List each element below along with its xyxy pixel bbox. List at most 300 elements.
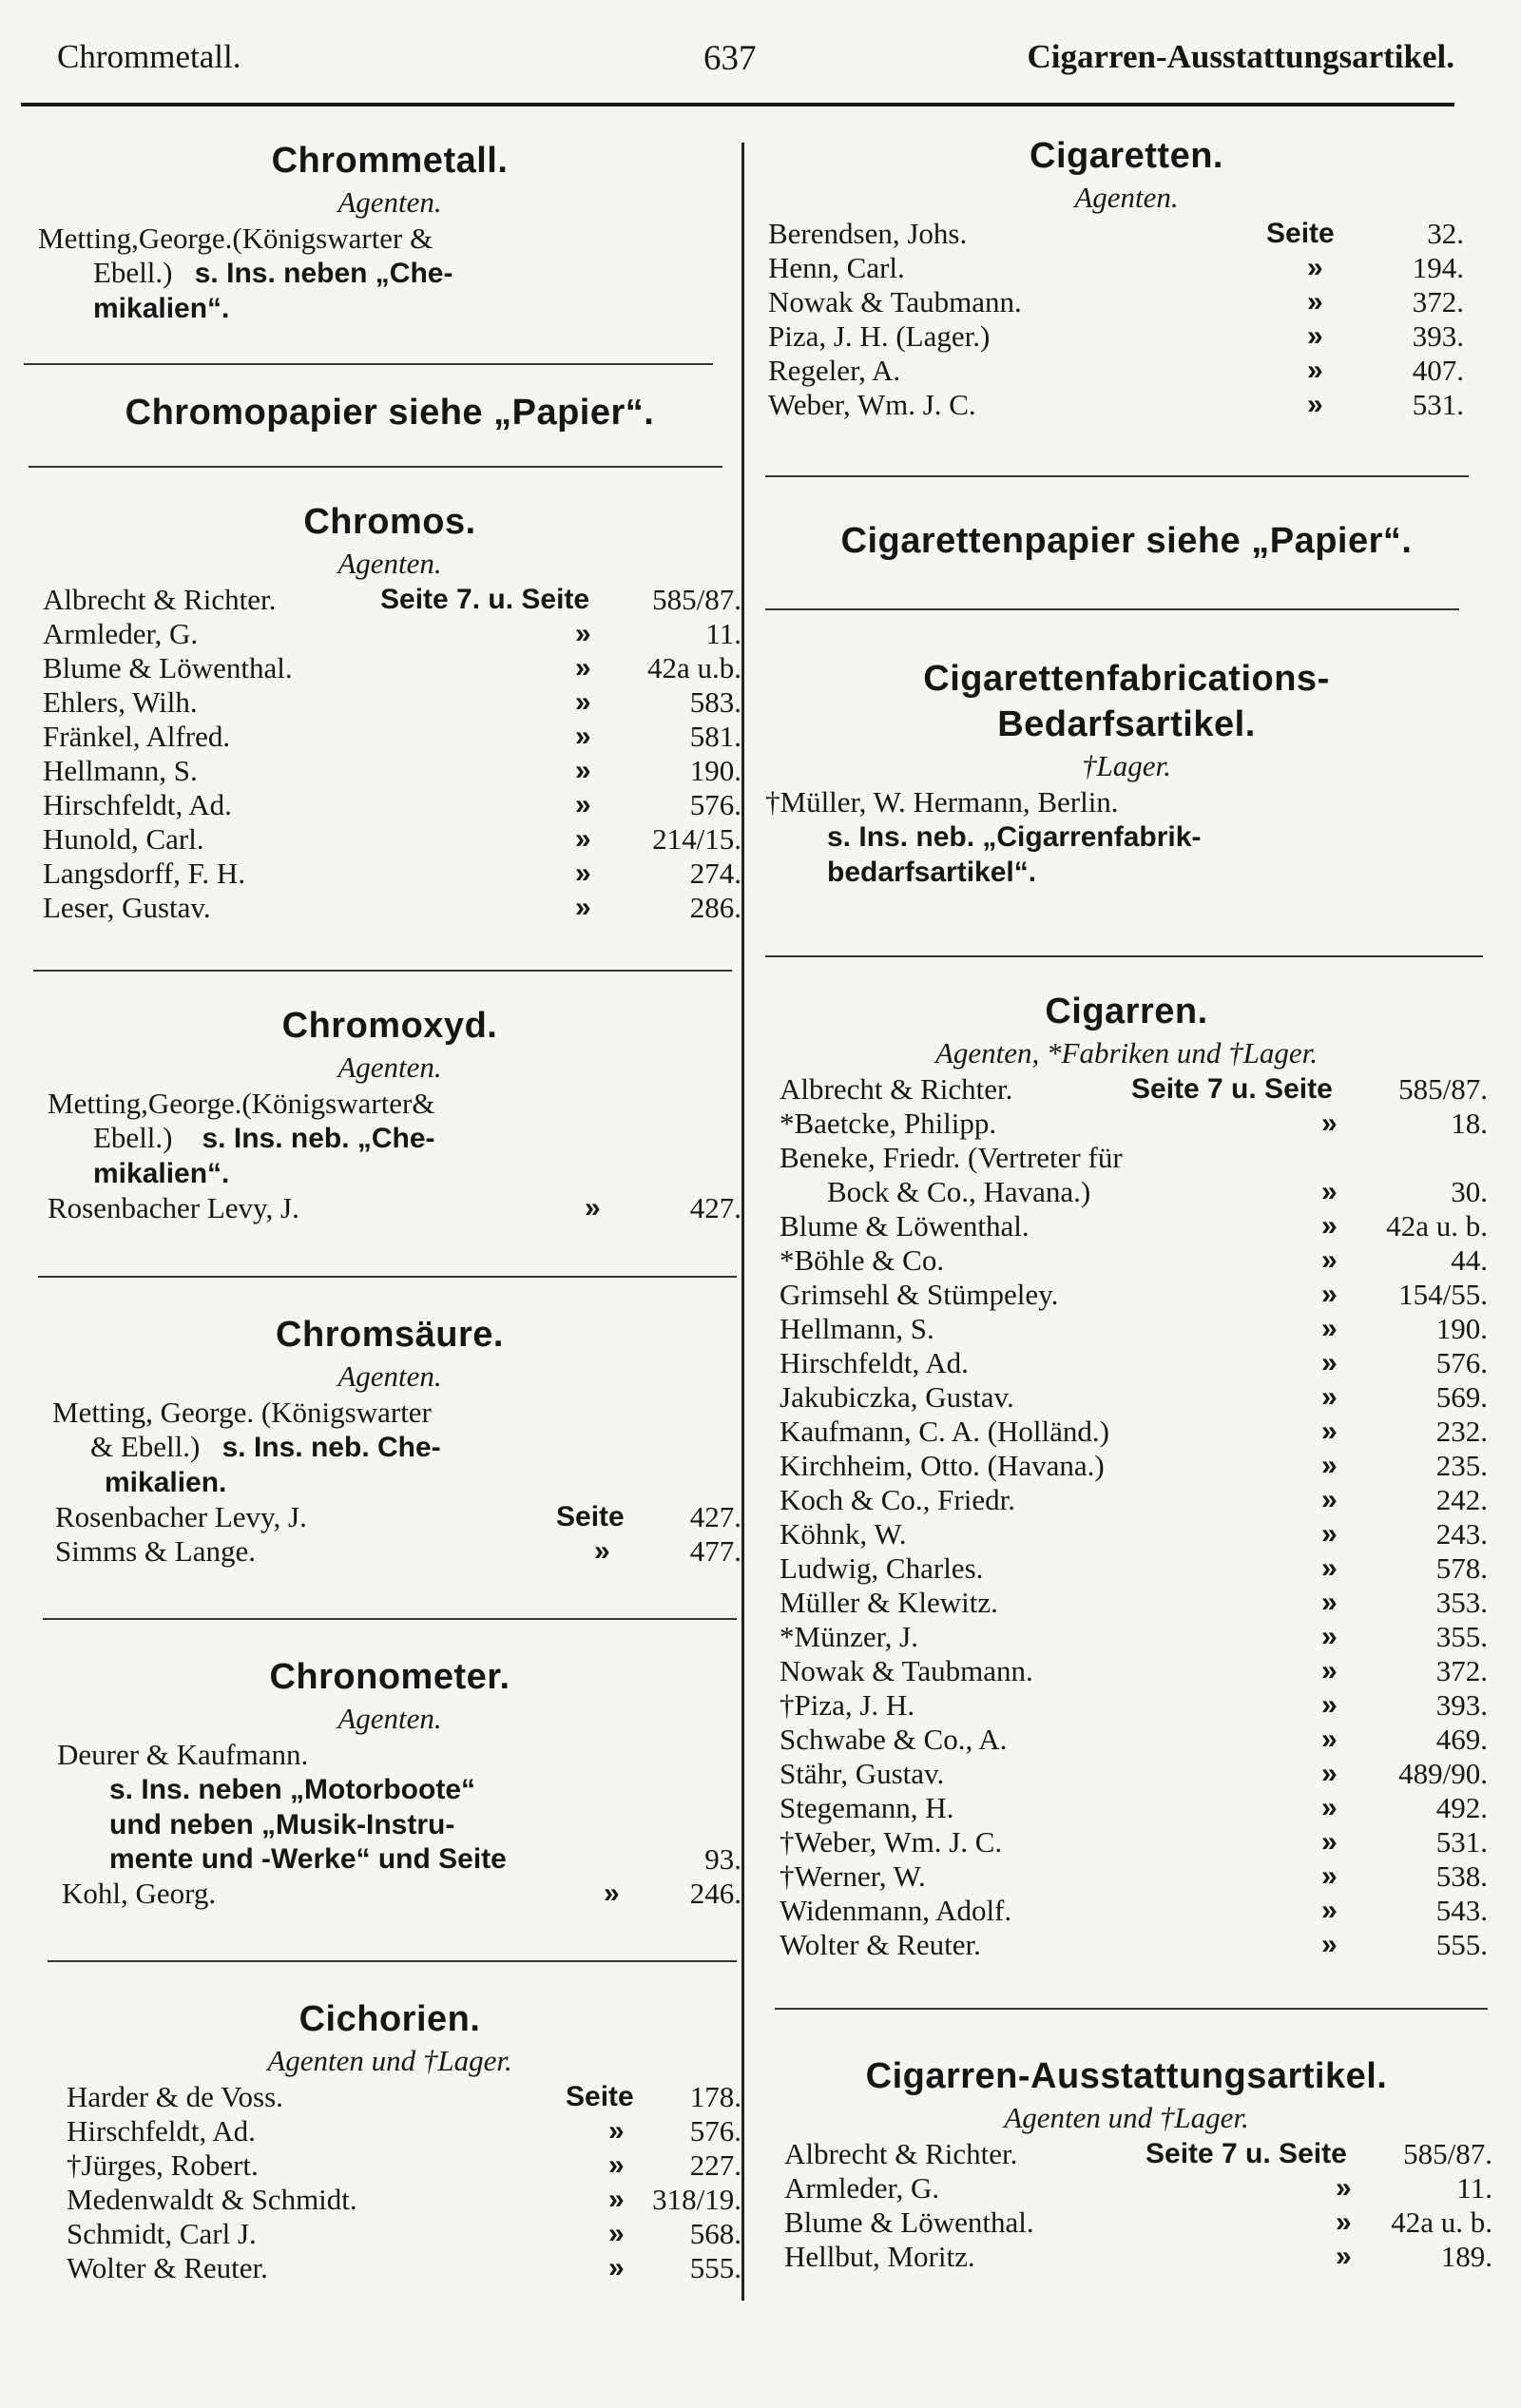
page-ref: 11. <box>705 617 741 650</box>
list-item <box>765 1483 1488 1517</box>
page-ref: 585/87. <box>1398 1072 1488 1106</box>
page-ref: 393. <box>1435 1688 1488 1722</box>
page-ref: 407. <box>1412 354 1464 387</box>
entry-line: †Müller, W. Hermann, Berlin. <box>765 785 1119 819</box>
section-chromsaeure <box>38 1312 741 1569</box>
page-ref-ditto: » <box>1336 2241 1352 2272</box>
entry-text: Ebell.) <box>93 1121 173 1154</box>
page-ref-ditto: » <box>1321 1552 1338 1584</box>
list-item <box>38 1877 741 1911</box>
entry-name: Rosenbacher Levy, J. <box>48 1191 299 1224</box>
page-ref-ditto: » <box>1321 1518 1338 1550</box>
entry-name: *Böhle & Co. <box>780 1243 945 1277</box>
insert-reference: mente und -Werke“ und Seite <box>109 1843 507 1875</box>
entry-name: Harder & de Voss. <box>67 2080 283 2113</box>
page-ref-label: Seite <box>556 1501 625 1532</box>
entry-name: Nowak & Taubmann. <box>780 1654 1033 1687</box>
section-cichorien <box>38 1996 741 2285</box>
page-ref-label: Seite 7 u. Seite <box>1131 1073 1333 1105</box>
page-ref: 93. <box>704 1842 741 1876</box>
page-ref: 489/90. <box>1398 1757 1488 1790</box>
page-ref: 569. <box>1435 1380 1488 1414</box>
page-ref: 372. <box>1412 285 1464 318</box>
list-item <box>765 217 1488 251</box>
list-item <box>38 2080 741 2114</box>
entry-name: Blume & Löwenthal. <box>43 651 293 684</box>
entry-name: Rosenbacher Levy, J. <box>55 1500 307 1533</box>
page-ref: 194. <box>1412 251 1464 284</box>
section-chronometer <box>38 1654 741 1911</box>
page-ref-ditto: » <box>608 2184 625 2215</box>
list-item <box>765 251 1488 285</box>
page-ref: 227. <box>689 2148 741 2182</box>
page-ref: 578. <box>1435 1551 1488 1585</box>
list-item <box>765 1380 1488 1415</box>
list-item <box>765 1072 1488 1107</box>
list-item <box>38 1842 741 1877</box>
section-rule <box>24 363 713 365</box>
page-ref: 538. <box>1435 1859 1488 1893</box>
page-ref: 242. <box>1435 1483 1488 1516</box>
section-rule <box>38 1276 737 1278</box>
page-ref-ditto: » <box>1336 2172 1352 2204</box>
entry-line: Metting,George.(Königswarter& <box>48 1087 435 1120</box>
entry-line <box>38 1156 741 1191</box>
section-rule <box>48 1960 737 1962</box>
entry-name: Hirschfeldt, Ad. <box>43 788 232 821</box>
page-ref-label: Seite <box>1266 218 1335 249</box>
list-item <box>38 788 741 822</box>
list-item <box>765 388 1488 422</box>
list-item <box>38 685 741 720</box>
entry-name: Blume & Löwenthal. <box>780 1209 1030 1243</box>
entry-line <box>38 1121 741 1156</box>
page-ref: 531. <box>1412 388 1464 421</box>
list-item <box>765 319 1488 354</box>
page-ref: 286. <box>689 891 741 924</box>
list-item <box>765 1825 1488 1859</box>
page-ref-ditto: » <box>575 892 591 923</box>
page-ref: 581. <box>689 720 741 753</box>
section-title: Chromos. <box>303 502 476 542</box>
list-item <box>38 651 741 685</box>
page-ref-ditto: » <box>1321 1279 1338 1310</box>
page-ref: 393. <box>1412 319 1464 353</box>
entry-name: Henn, Carl. <box>768 251 905 284</box>
entry-line: Metting, George. (Königswarter <box>52 1396 432 1429</box>
entry-line <box>38 1465 741 1500</box>
list-item <box>38 822 741 857</box>
entry-name: Wolter & Reuter. <box>67 2251 268 2284</box>
section-cigarren <box>765 989 1488 1962</box>
list-item <box>765 1415 1488 1449</box>
section-title: Cigarettenpapier siehe „Papier“. <box>840 521 1413 561</box>
entry-name: Hunold, Carl. <box>43 822 204 856</box>
page-ref-ditto: » <box>1321 1484 1338 1515</box>
section-title: Cigarettenfabrications- <box>923 659 1330 699</box>
entry-line <box>38 291 741 326</box>
section-rule <box>775 2008 1488 2010</box>
page-ref: 427. <box>689 1191 741 1224</box>
section-cigarettenfabrications <box>765 656 1488 890</box>
list-item <box>765 1175 1488 1209</box>
entry-line: Metting,George.(Königswarter & <box>38 222 433 255</box>
list-item <box>765 1209 1488 1243</box>
list-item <box>765 1791 1488 1825</box>
header-rule <box>21 103 1454 106</box>
list-item <box>38 583 741 617</box>
page-ref-ditto: » <box>1321 1347 1338 1378</box>
entry-name: Albrecht & Richter. <box>784 2137 1018 2170</box>
section-rule <box>43 1618 737 1620</box>
page-ref: 178. <box>689 2080 741 2113</box>
section-cigarren-ausstattung <box>765 2053 1492 2274</box>
section-subtitle: †Lager. <box>1082 749 1171 782</box>
section-rule <box>765 955 1483 957</box>
entry-name: †Weber, Wm. J. C. <box>780 1825 1003 1859</box>
list-item <box>765 1551 1488 1586</box>
entry-name: Armleder, G. <box>784 2171 940 2205</box>
running-header <box>57 38 1454 95</box>
list-item <box>765 1243 1488 1278</box>
page-ref: 154/55. <box>1398 1278 1488 1311</box>
entry-name: Schwabe & Co., A. <box>780 1723 1008 1756</box>
entry-name: Berendsen, Johs. <box>768 217 968 250</box>
entry-name: Piza, J. H. (Lager.) <box>768 319 991 353</box>
page-ref: 274. <box>689 857 741 890</box>
entry-line <box>765 855 1488 890</box>
page-ref-ditto: » <box>575 618 591 649</box>
page-ref-ditto: » <box>575 686 591 718</box>
insert-reference: s. Ins. neb. „Cigarrenfabrik- <box>827 821 1202 853</box>
list-item <box>765 1688 1488 1723</box>
entry-name: Stähr, Gustav. <box>780 1757 945 1790</box>
page-ref-label: Seite 7 u. Seite <box>1146 2138 1347 2169</box>
section-title: Chromoxyd. <box>281 1006 498 1046</box>
section-chromopapier <box>38 390 741 435</box>
section-subtitle: Agenten. <box>337 547 442 580</box>
page-ref: 235. <box>1435 1449 1488 1482</box>
page-ref-ditto: » <box>608 2115 625 2147</box>
list-item <box>38 1191 741 1225</box>
section-subtitle: Agenten und †Lager. <box>267 2044 512 2077</box>
entry-text: Ebell.) <box>93 256 173 289</box>
page-ref-ditto: » <box>608 2218 625 2249</box>
insert-reference: mikalien“. <box>93 293 230 324</box>
list-item <box>38 2183 741 2217</box>
list-item <box>765 2206 1492 2240</box>
page-ref: 214/15. <box>652 822 741 856</box>
list-item <box>765 2137 1492 2171</box>
page-ref: 427. <box>689 1500 741 1533</box>
section-subtitle: Agenten. <box>337 1702 442 1735</box>
entry-name: Simms & Lange. <box>55 1534 256 1568</box>
entry-name: Hellmann, S. <box>43 754 198 787</box>
section-chromos <box>38 499 741 925</box>
page-ref-ditto: » <box>575 652 591 684</box>
section-title: Chronometer. <box>269 1657 510 1697</box>
page-ref: 44. <box>1451 1243 1488 1277</box>
entry-name: Koch & Co., Friedr. <box>780 1483 1015 1516</box>
list-item <box>765 354 1488 388</box>
page-ref-label: Seite 7. u. Seite <box>380 584 590 615</box>
page-ref-ditto: » <box>608 2252 625 2283</box>
list-item <box>765 1620 1488 1654</box>
page-number: 637 <box>703 39 757 78</box>
page-ref: 531. <box>1435 1825 1488 1859</box>
entry-line <box>38 1807 741 1842</box>
section-title: Cigaretten. <box>1030 136 1223 176</box>
entry-name: Medenwaldt & Schmidt. <box>67 2183 357 2216</box>
page-ref-ditto: » <box>1321 1176 1338 1207</box>
page-ref: 555. <box>1435 1928 1488 1961</box>
entry-name: Leser, Gustav. <box>43 891 211 924</box>
section-rule <box>765 475 1469 477</box>
section-subtitle: Agenten. <box>337 1050 442 1084</box>
list-item <box>765 285 1488 319</box>
insert-reference: mikalien. <box>105 1467 227 1498</box>
entry-name: Jakubiczka, Gustav. <box>780 1380 1014 1414</box>
list-item <box>765 1449 1488 1483</box>
page-ref-ditto: » <box>1321 1689 1338 1721</box>
page-ref-ditto: » <box>594 1535 610 1567</box>
entry-line <box>38 1430 741 1465</box>
entry-name: Köhnk, W. <box>780 1517 907 1551</box>
page-ref-ditto: » <box>585 1192 601 1223</box>
entry-name: Nowak & Taubmann. <box>768 285 1022 318</box>
entry-name: Widenmann, Adolf. <box>780 1894 1012 1927</box>
section-title: Chrommetall. <box>271 141 509 181</box>
list-item <box>765 1141 1488 1175</box>
page-ref-ditto: » <box>1321 1826 1338 1858</box>
list-item <box>765 1346 1488 1380</box>
page-ref: 190. <box>1435 1312 1488 1345</box>
section-title: Cigarren-Ausstattungsartikel. <box>865 2056 1388 2096</box>
page-ref-ditto: » <box>1336 2206 1352 2238</box>
page-ref: 477. <box>689 1534 741 1568</box>
list-item <box>38 2217 741 2251</box>
section-title: Cigarren. <box>1045 992 1208 1031</box>
page-ref-ditto: » <box>575 755 591 786</box>
entry-name: Müller & Klewitz. <box>780 1586 998 1619</box>
entry-name: Ehlers, Wilh. <box>43 685 198 719</box>
list-item <box>765 1894 1488 1928</box>
page-ref: 355. <box>1435 1620 1488 1653</box>
list-item <box>38 1534 741 1569</box>
list-item <box>765 2240 1492 2274</box>
entry-name: Blume & Löwenthal. <box>784 2206 1034 2239</box>
page-ref-ditto: » <box>1321 1792 1338 1823</box>
list-item <box>765 1723 1488 1757</box>
section-cigaretten <box>765 133 1488 422</box>
page-ref: 42a u. b. <box>1391 2206 1492 2239</box>
section-chrommetall <box>38 138 741 326</box>
entry-name: Albrecht & Richter. <box>43 583 277 616</box>
section-title: Cichorien. <box>298 1999 481 2039</box>
entry-name: Kirchheim, Otto. (Havana.) <box>780 1449 1105 1482</box>
page-ref-ditto: » <box>1321 1450 1338 1481</box>
insert-reference: s. Ins. neb. „Che- <box>202 1123 435 1154</box>
entry-name: †Piza, J. H. <box>780 1688 915 1722</box>
list-item <box>765 1757 1488 1791</box>
page-ref: 576. <box>689 2114 741 2148</box>
page-ref: 469. <box>1435 1723 1488 1756</box>
list-item <box>38 720 741 754</box>
entry-name: Bock & Co., Havana.) <box>827 1175 1091 1208</box>
entry-line <box>38 256 741 291</box>
entry-name: Armleder, G. <box>43 617 199 650</box>
page-ref-ditto: » <box>1321 1381 1338 1413</box>
section-rule <box>765 608 1459 610</box>
section-subtitle: Agenten. <box>337 185 442 219</box>
entry-name: Langsdorff, F. H. <box>43 857 246 890</box>
entry-name: Stegemann, H. <box>780 1791 954 1824</box>
entry-name: Fränkel, Alfred. <box>43 720 231 753</box>
page-ref: 576. <box>1435 1346 1488 1379</box>
entry-name: Kohl, Georg. <box>62 1877 217 1910</box>
entry-name: †Werner, W. <box>780 1859 926 1893</box>
entry-line: Deurer & Kaufmann. <box>57 1738 309 1771</box>
entry-name: Beneke, Friedr. (Vertreter für <box>780 1141 1123 1174</box>
page-ref: 318/19. <box>652 2183 741 2216</box>
page-ref: 372. <box>1435 1654 1488 1687</box>
list-item <box>38 891 741 925</box>
entry-name: Regeler, A. <box>768 354 901 387</box>
page-ref-ditto: » <box>575 721 591 752</box>
section-subtitle: Agenten und †Lager. <box>1004 2101 1249 2134</box>
header-right: Cigarren-Ausstattungsartikel. <box>1027 38 1454 75</box>
page-ref: 11. <box>1456 2171 1492 2205</box>
list-item <box>38 1500 741 1534</box>
list-item <box>765 1859 1488 1894</box>
page-ref: 42a u. b. <box>1386 1209 1488 1243</box>
section-chromoxyd <box>38 1003 741 1225</box>
entry-name: Kaufmann, C. A. (Holländ.) <box>780 1415 1109 1448</box>
page-ref-ditto: » <box>575 857 591 889</box>
section-title: Chromsäure. <box>276 1315 504 1355</box>
page-ref: 232. <box>1435 1415 1488 1448</box>
insert-reference: und neben „Musik-Instru- <box>109 1809 455 1840</box>
column-divider <box>741 143 744 2301</box>
page-ref-ditto: » <box>1321 1587 1338 1618</box>
header-left: Chrommetall. <box>57 38 241 75</box>
entry-name: Schmidt, Carl J. <box>67 2217 257 2250</box>
page-ref: 190. <box>689 754 741 787</box>
page-ref-ditto: » <box>1321 1860 1338 1892</box>
page-ref-ditto: » <box>1307 389 1323 420</box>
list-item <box>765 1312 1488 1346</box>
list-item <box>765 1517 1488 1551</box>
section-cigarettenpapier <box>765 518 1488 564</box>
page-ref-ditto: » <box>1307 252 1323 283</box>
entry-name: Hellmann, S. <box>780 1312 934 1345</box>
page-ref: 555. <box>689 2251 741 2284</box>
entry-name: †Jürges, Robert. <box>67 2148 259 2182</box>
insert-reference: mikalien“. <box>93 1158 230 1189</box>
entry-name: Hellbut, Moritz. <box>784 2240 975 2273</box>
page-ref: 18. <box>1451 1107 1488 1140</box>
list-item <box>765 1278 1488 1312</box>
entry-name: Wolter & Reuter. <box>780 1928 981 1961</box>
entry-name: *Baetcke, Philipp. <box>780 1107 997 1140</box>
page-ref: 243. <box>1435 1517 1488 1551</box>
page-ref-ditto: » <box>1321 1895 1338 1926</box>
entry-name: Ludwig, Charles. <box>780 1551 984 1585</box>
list-item <box>765 1928 1488 1962</box>
page-ref: 32. <box>1427 217 1464 250</box>
list-item <box>38 2114 741 2148</box>
section-subtitle: Agenten. <box>337 1359 442 1393</box>
page-ref-ditto: » <box>1307 320 1323 352</box>
page-ref-ditto: » <box>1321 1244 1338 1276</box>
insert-reference: s. Ins. neb. Che- <box>221 1432 441 1463</box>
list-item <box>765 1586 1488 1620</box>
entry-name: Albrecht & Richter. <box>780 1072 1013 1106</box>
page-ref: 543. <box>1435 1894 1488 1927</box>
list-item <box>765 1107 1488 1141</box>
list-item <box>38 617 741 651</box>
page-ref: 576. <box>689 788 741 821</box>
entry-name: Hirschfeldt, Ad. <box>67 2114 256 2148</box>
page-ref-ditto: » <box>1321 1108 1338 1139</box>
section-rule <box>29 466 722 468</box>
section-title: Chromopapier siehe „Papier“. <box>125 393 655 433</box>
page-ref-ditto: » <box>1321 1929 1338 1960</box>
page-ref-ditto: » <box>604 1878 620 1909</box>
page-ref-ditto: » <box>1321 1758 1338 1789</box>
page-ref: 246. <box>689 1877 741 1910</box>
section-subtitle: Agenten. <box>1074 181 1179 214</box>
page-ref-ditto: » <box>1321 1210 1338 1242</box>
list-item <box>38 754 741 788</box>
entry-line <box>38 1772 741 1807</box>
list-item <box>38 2148 741 2183</box>
entry-text: & Ebell.) <box>90 1430 201 1463</box>
page-ref: 353. <box>1435 1586 1488 1619</box>
insert-reference: s. Ins. neben „Motorboote“ <box>109 1774 476 1805</box>
list-item <box>765 1654 1488 1688</box>
entry-name: Hirschfeldt, Ad. <box>780 1346 969 1379</box>
entry-name: Grimsehl & Stümpeley. <box>780 1278 1059 1311</box>
page-ref: 568. <box>689 2217 741 2250</box>
list-item <box>38 2251 741 2285</box>
entry-name: Weber, Wm. J. C. <box>768 388 976 421</box>
list-item <box>765 2171 1492 2206</box>
section-subtitle: Agenten, *Fabriken und †Lager. <box>934 1036 1319 1069</box>
insert-reference: s. Ins. neben „Che- <box>194 258 453 289</box>
page-ref: 189. <box>1440 2240 1492 2273</box>
section-title-cont: Bedarfsartikel. <box>997 704 1256 744</box>
page-ref-label: Seite <box>566 2081 634 2112</box>
page-ref-ditto: » <box>1307 355 1323 386</box>
list-item <box>38 857 741 891</box>
page-ref: 30. <box>1451 1175 1488 1208</box>
page-ref: 42a u.b. <box>646 651 741 684</box>
page-ref-ditto: » <box>575 789 591 820</box>
page-ref: 583. <box>689 685 741 719</box>
page-ref-ditto: » <box>1321 1724 1338 1755</box>
section-rule <box>33 970 732 972</box>
entry-line <box>765 819 1488 855</box>
page-ref-ditto: » <box>1307 286 1323 318</box>
page-ref-ditto: » <box>1321 1416 1338 1447</box>
page-ref-ditto: » <box>575 823 591 855</box>
page-ref-ditto: » <box>1321 1655 1338 1686</box>
page-ref: 585/87. <box>1403 2137 1492 2170</box>
page-ref-ditto: » <box>1321 1313 1338 1344</box>
entry-name: *Münzer, J. <box>780 1620 918 1653</box>
page-ref-ditto: » <box>608 2149 625 2181</box>
